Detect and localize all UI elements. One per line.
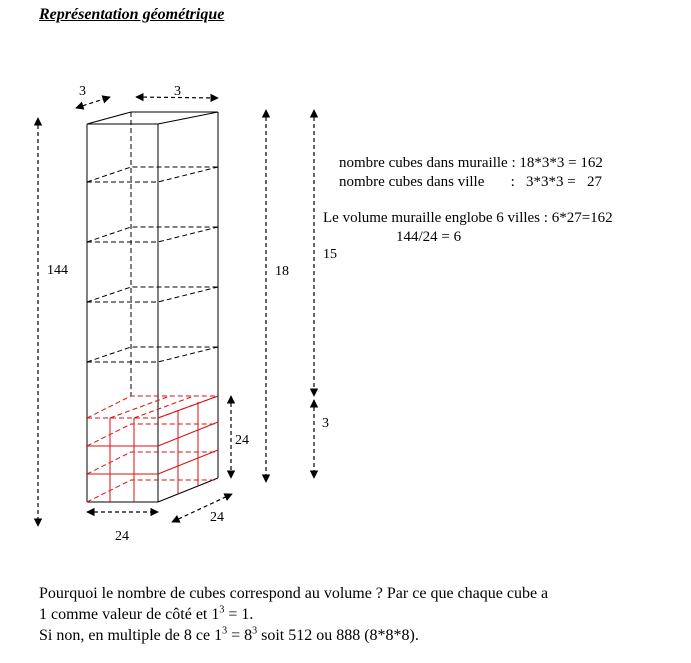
- label-block-width: 24: [115, 529, 129, 544]
- label-depth-top: 3: [79, 84, 86, 99]
- note-division: 144/24 = 6: [396, 229, 462, 245]
- label-height-lower: 3: [322, 416, 329, 431]
- page-title: Représentation géométrique: [39, 6, 225, 23]
- label-height-total: 144: [47, 263, 68, 278]
- paragraph-line-3: Si non, en multiple de 8 ce $1^3 = 8^3$ soit 512 ou 888 (8*8*8).: [39, 625, 419, 644]
- paragraph-line-1: Pourquoi le nombre de cubes correspond au volume ? Par ce que chaque cube a: [39, 585, 549, 602]
- note-volume: Le volume muraille englobe 6 villes : 6*27=162: [323, 210, 613, 226]
- label-block-height: 24: [235, 433, 249, 448]
- note-ville: nombre cubes dans ville : 3*3*3 = 27: [339, 174, 603, 190]
- label-height-units: 18: [275, 264, 289, 279]
- label-width-top: 3: [174, 84, 181, 99]
- label-height-upper: 15: [323, 247, 337, 262]
- label-block-depth: 24: [210, 510, 224, 525]
- section-dashes: [87, 112, 218, 396]
- note-muraille: nombre cubes dans muraille : 18*3*3 = 162: [339, 155, 603, 171]
- dimension-arrows: [38, 97, 314, 526]
- paragraph-line-2: 1 comme valeur de côté et $1^3 = 1$.: [39, 604, 254, 623]
